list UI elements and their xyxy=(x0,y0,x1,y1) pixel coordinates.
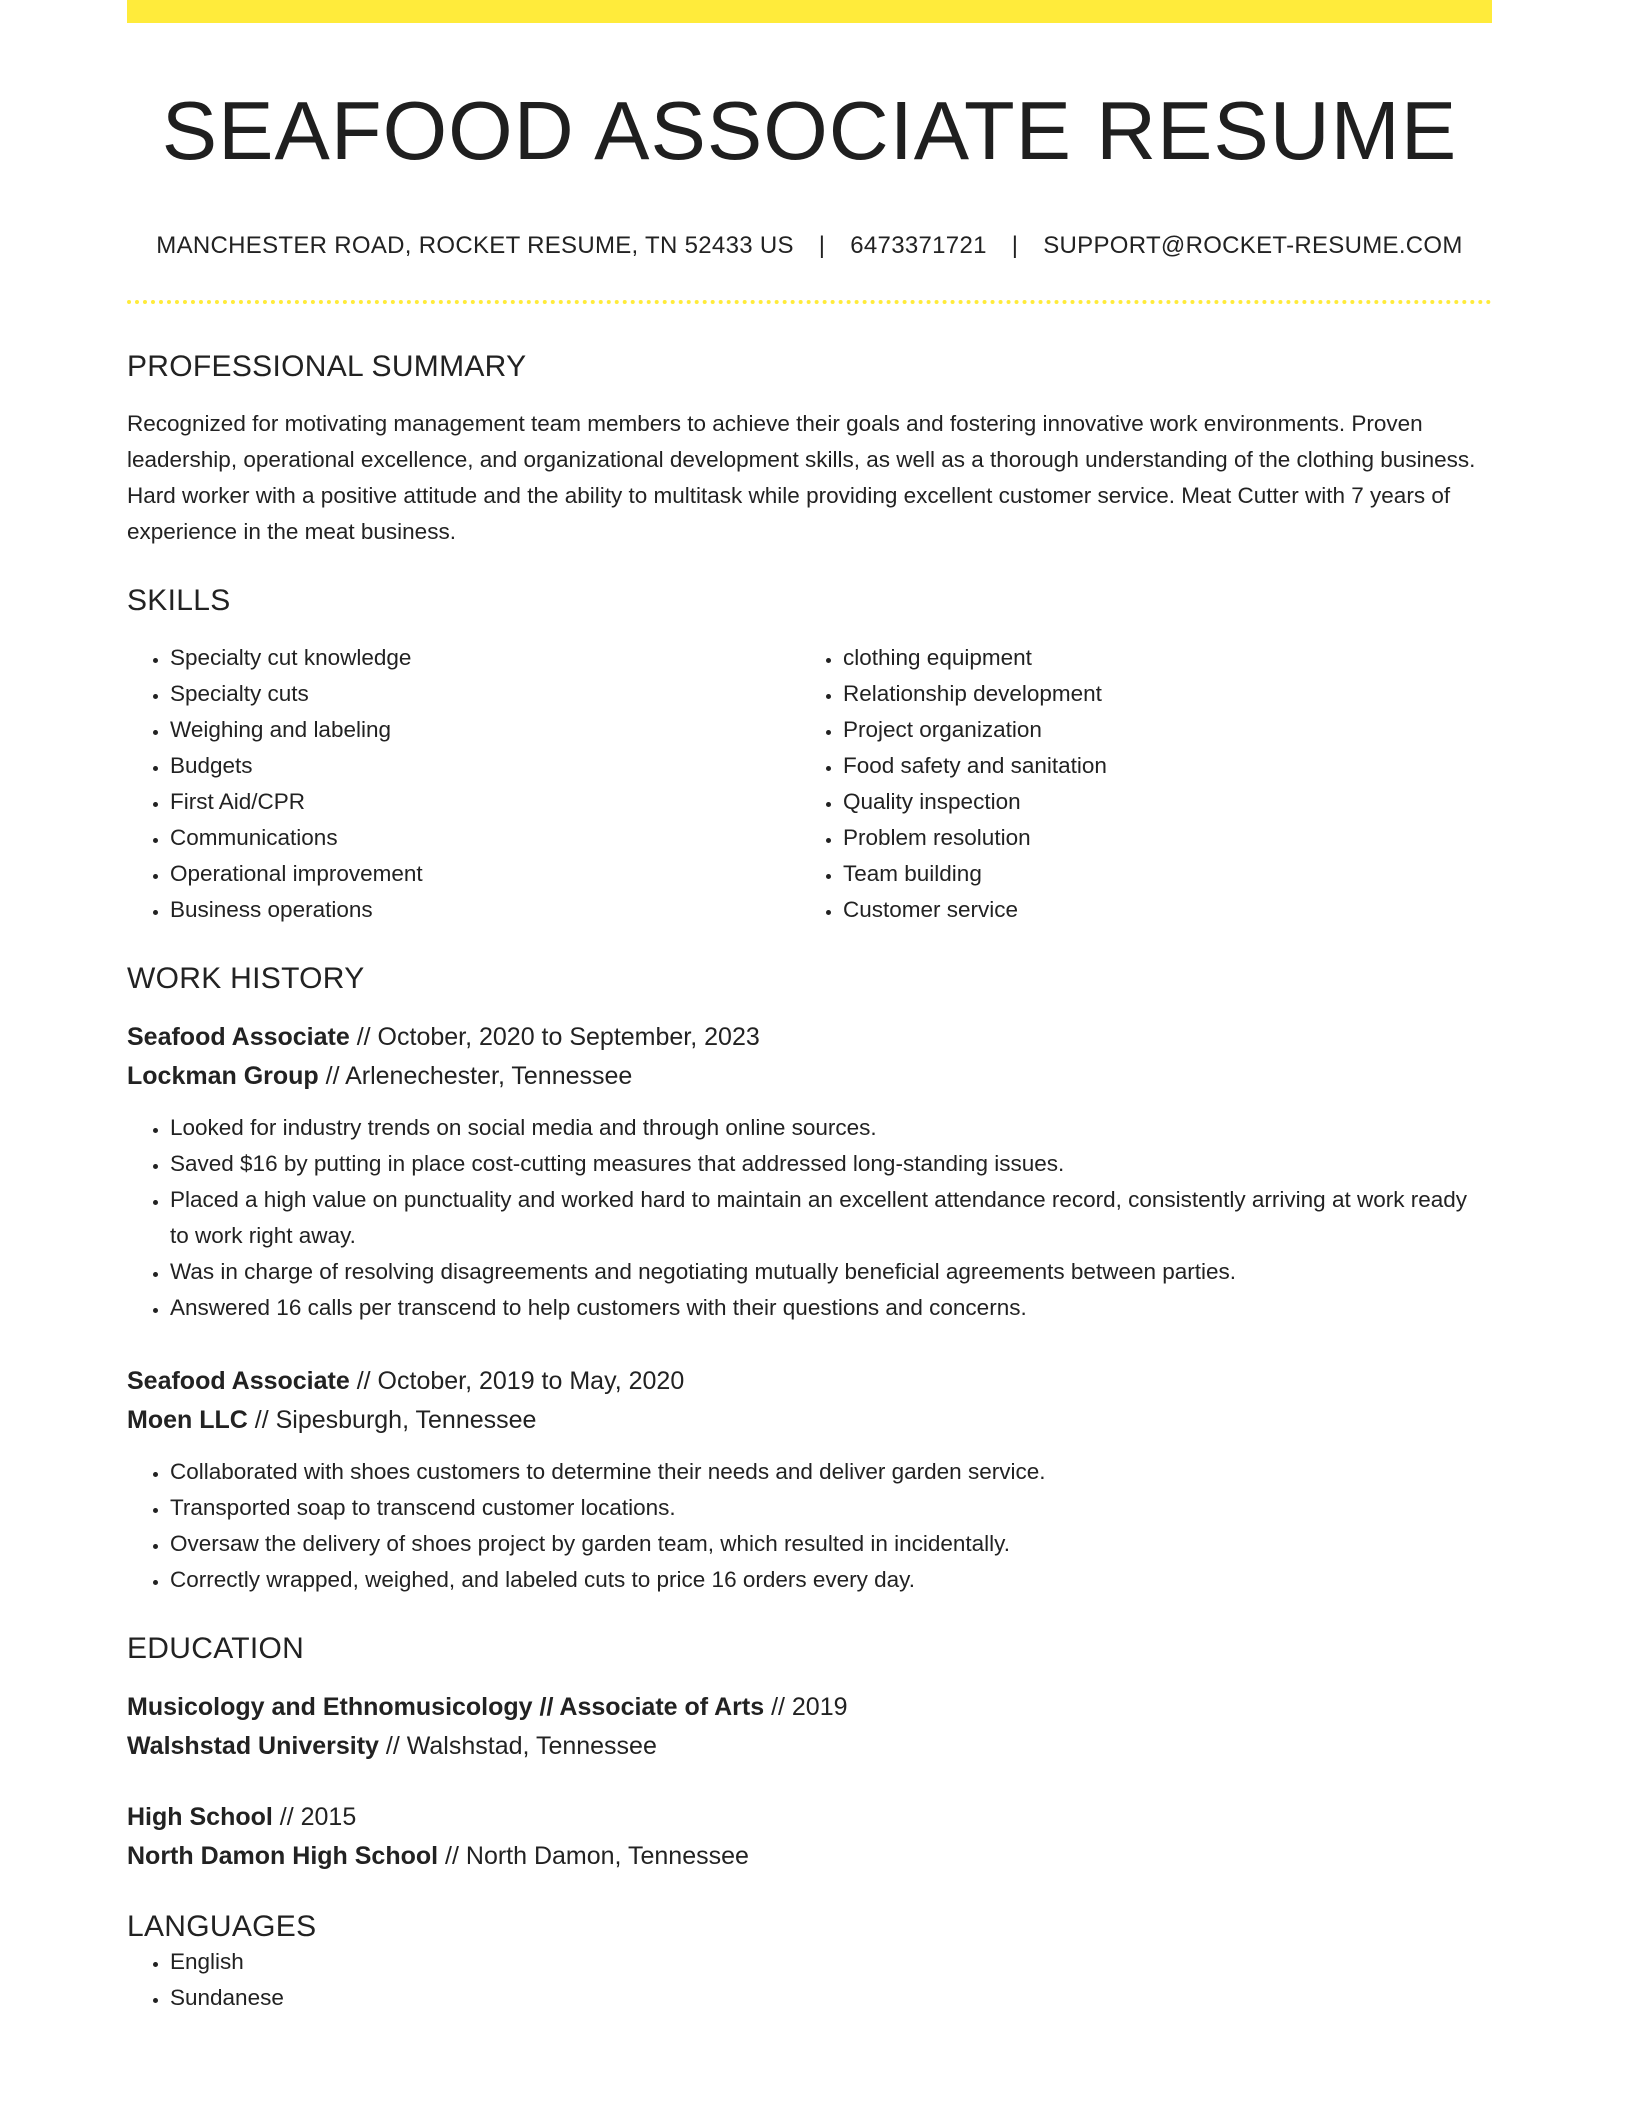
skill-item: • Business operations xyxy=(170,892,800,928)
dotted-divider xyxy=(127,300,1492,304)
language-item: • English xyxy=(170,1944,1492,1980)
section-heading-work-history: WORK HISTORY xyxy=(127,962,365,996)
job-bullet: • Answered 16 calls per transcend to help customers with their questions and concerns. xyxy=(170,1290,1492,1326)
language-item: • Sundanese xyxy=(170,1980,1492,2016)
contact-separator: | xyxy=(818,232,826,260)
job-entry xyxy=(127,1362,1492,1598)
skill-item: • Team building xyxy=(843,856,1473,892)
skill-item: • Relationship development xyxy=(843,676,1473,712)
job-bullet: • Transported soap to transcend customer locations. xyxy=(170,1490,1492,1526)
skill-item: • Customer service xyxy=(843,892,1473,928)
education-degree: Musicology and Ethnomusicology // Associate of Arts xyxy=(127,1693,765,1722)
resume-title: SEAFOOD ASSOCIATE RESUME xyxy=(161,84,1458,177)
education-section xyxy=(127,1632,1492,1876)
resume-page xyxy=(127,0,1492,2016)
job-location: // Sipesburgh, Tennessee xyxy=(247,1406,537,1435)
job-bullets xyxy=(127,1110,1492,1326)
job-entry xyxy=(127,1018,1492,1326)
summary-text: Recognized for motivating management team members to achieve their goals and fostering innovative work environments. Proven leadership, operational excellence, and organizational development skills, as well as a thorough understanding of the clothing business. Hard worker with a positive attitude and the ability to multitask while providing excellent customer service. Meat Cutter with 7 years of experience in the meat business. xyxy=(127,411,1476,545)
job-company: Moen LLC xyxy=(127,1406,248,1435)
education-entry xyxy=(127,1798,1492,1876)
section-heading-languages: LANGUAGES xyxy=(127,1910,317,1944)
education-school: North Damon High School xyxy=(127,1842,439,1871)
job-company: Lockman Group xyxy=(127,1062,319,1091)
skill-item: • First Aid/CPR xyxy=(170,784,800,820)
job-company-line xyxy=(127,1401,1492,1440)
job-bullet: • Correctly wrapped, weighed, and labeled cuts to price 16 orders every day. xyxy=(170,1562,1492,1598)
job-dates: // October, 2019 to May, 2020 xyxy=(349,1367,685,1396)
education-year: // 2015 xyxy=(272,1803,357,1832)
contact-address: MANCHESTER ROAD, ROCKET RESUME, TN 52433 US xyxy=(156,232,794,260)
education-year: // 2019 xyxy=(764,1693,848,1722)
job-bullet: • Looked for industry trends on social media and through online sources. xyxy=(170,1110,1492,1146)
skill-item: • Food safety and sanitation xyxy=(843,748,1473,784)
education-school-line xyxy=(127,1837,1492,1876)
job-title-line xyxy=(127,1362,1492,1401)
job-bullet: • Oversaw the delivery of shoes project by garden team, which resulted in incidentally. xyxy=(170,1526,1492,1562)
education-location: // North Damon, Tennessee xyxy=(438,1842,749,1871)
skill-item: • Problem resolution xyxy=(843,820,1473,856)
education-degree: High School xyxy=(127,1803,273,1832)
contact-phone: 6473371721 xyxy=(850,232,987,260)
job-bullet: • Placed a high value on punctuality and worked hard to maintain an excellent attendance record, consistently arriving at work ready to work right away. xyxy=(170,1182,1492,1254)
job-dates: // October, 2020 to September, 2023 xyxy=(349,1023,760,1052)
section-heading-education: EDUCATION xyxy=(127,1632,305,1666)
skill-item: • Specialty cuts xyxy=(170,676,800,712)
languages-section xyxy=(127,1910,1492,2016)
summary-section xyxy=(127,350,1492,550)
skill-item: • Project organization xyxy=(843,712,1473,748)
skills-grid xyxy=(127,640,1492,928)
skill-item: • Communications xyxy=(170,820,800,856)
contact-separator: | xyxy=(1011,232,1019,260)
job-bullet: • Was in charge of resolving disagreements and negotiating mutually beneficial agreements between parties. xyxy=(170,1254,1492,1290)
skills-section xyxy=(127,584,1492,928)
section-heading-skills: SKILLS xyxy=(127,584,231,618)
job-bullet: • Collaborated with shoes customers to determine their needs and deliver garden service. xyxy=(170,1454,1492,1490)
skill-item: • Specialty cut knowledge xyxy=(170,640,800,676)
skill-item: • Operational improvement xyxy=(170,856,800,892)
education-entry xyxy=(127,1688,1492,1766)
skills-list-right xyxy=(800,640,1473,928)
job-bullet: • Saved $16 by putting in place cost-cutting measures that addressed long-standing issues. xyxy=(170,1146,1492,1182)
job-bullets xyxy=(127,1454,1492,1598)
job-company-line xyxy=(127,1057,1492,1096)
skill-item: • clothing equipment xyxy=(843,640,1473,676)
skills-list-left xyxy=(127,640,800,928)
languages-list xyxy=(127,1944,1492,2016)
education-location: // Walshstad, Tennessee xyxy=(378,1732,657,1761)
job-title-line xyxy=(127,1018,1492,1057)
skill-item: • Weighing and labeling xyxy=(170,712,800,748)
skill-item: • Quality inspection xyxy=(843,784,1473,820)
job-title: Seafood Associate xyxy=(127,1023,350,1052)
job-title: Seafood Associate xyxy=(127,1367,350,1396)
job-location: // Arlenechester, Tennessee xyxy=(318,1062,633,1091)
section-heading-summary: PROFESSIONAL SUMMARY xyxy=(127,350,527,384)
education-school-line xyxy=(127,1727,1492,1766)
skill-item: • Budgets xyxy=(170,748,800,784)
education-degree-line xyxy=(127,1798,1492,1837)
contact-email: SUPPORT@ROCKET-RESUME.COM xyxy=(1043,232,1463,260)
top-accent-bar xyxy=(127,0,1492,23)
education-degree-line xyxy=(127,1688,1492,1727)
education-school: Walshstad University xyxy=(127,1732,379,1761)
work-history-section xyxy=(127,962,1492,1598)
contact-line xyxy=(127,232,1492,260)
